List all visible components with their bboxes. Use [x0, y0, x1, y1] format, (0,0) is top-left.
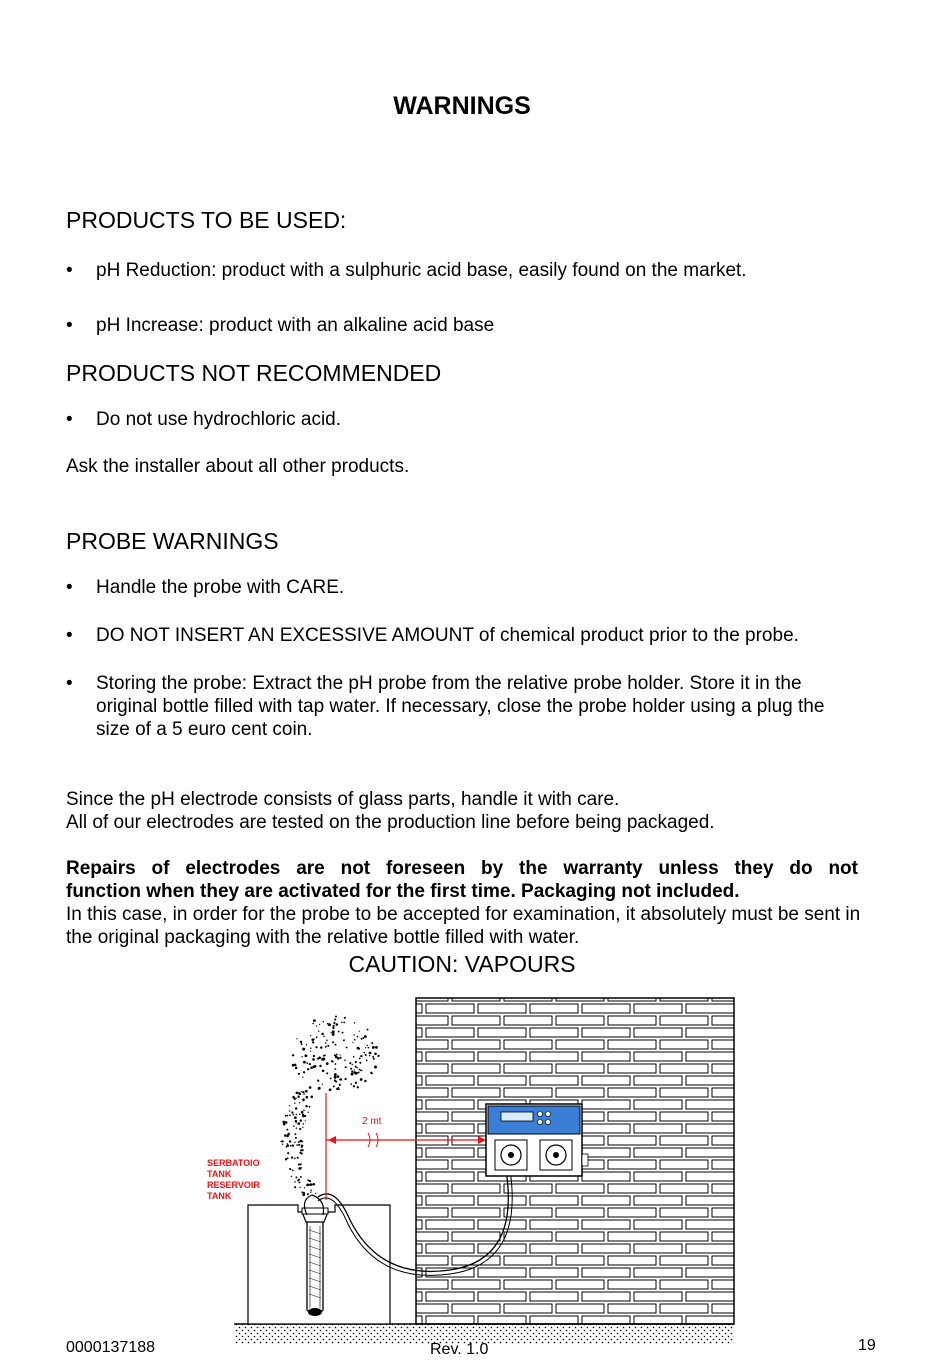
dosing-controller — [486, 1104, 588, 1176]
bullet-icon: • — [66, 625, 73, 646]
vapour-cloud — [280, 1016, 379, 1196]
repairs-bold-line1: Repairs of electrodes are not foreseen by the warranty unless they do not — [66, 858, 858, 879]
svg-text:TANK: TANK — [207, 1191, 232, 1201]
glass-paragraph-line2: All of our electrodes are tested on the production line before being packaged. — [66, 812, 715, 833]
bullet-icon: • — [66, 260, 73, 281]
repairs-bold-line2: function when they are activated for the first time. Packaging not included. — [66, 881, 740, 902]
installer-note: Ask the installer about all other products. — [66, 456, 410, 477]
section-heading-products-used: PRODUCTS TO BE USED: — [66, 207, 347, 233]
svg-text:TANK: TANK — [207, 1169, 232, 1179]
revision: Rev. 1.0 — [430, 1341, 489, 1358]
svg-text:RESERVOIR: RESERVOIR — [207, 1180, 260, 1190]
vapour-installation-diagram — [190, 990, 750, 1350]
svg-text:SERBATOIO: SERBATOIO — [207, 1158, 260, 1168]
figure-caption: CAUTION: VAPOURS — [348, 951, 576, 977]
tank-label — [207, 1158, 260, 1201]
glass-paragraph-line1: Since the pH electrode consists of glass parts, handle it with care. — [66, 789, 620, 810]
reservoir-tank — [248, 1205, 390, 1324]
repairs-normal-paragraph: In this case, in order for the probe to be accepted for examination, it absolutely must be sent in the original packaging with the relative bottle filled with water. — [66, 904, 861, 948]
bullet-icon: • — [66, 673, 73, 694]
display-screen — [501, 1112, 533, 1121]
doc-number: 0000137188 — [66, 1339, 155, 1356]
page-number: 19 — [858, 1337, 876, 1354]
bullet-icon: • — [66, 577, 73, 598]
page-title: WARNINGS — [393, 92, 531, 120]
bullet-icon: • — [66, 409, 73, 430]
distance-label: 2 mt — [362, 1116, 382, 1127]
bullet-icon: • — [66, 315, 73, 336]
section-heading-products-not-recommended: PRODUCTS NOT RECOMMENDED — [66, 360, 442, 386]
section-heading-probe-warnings: PROBE WARNINGS — [66, 528, 279, 554]
